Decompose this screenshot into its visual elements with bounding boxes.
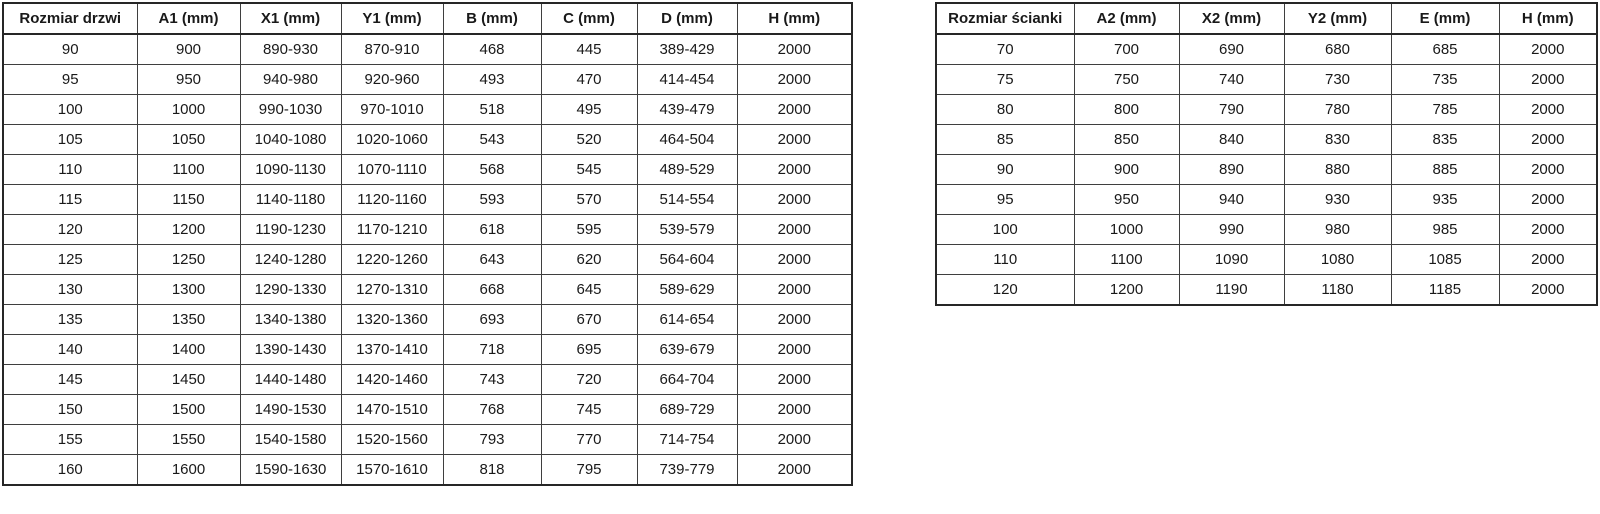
table-cell: 1320-1360 (341, 305, 443, 335)
table-cell: 468 (443, 34, 541, 65)
table-row (936, 95, 1597, 125)
table-row (936, 155, 1597, 185)
table-cell: 1080 (1284, 245, 1391, 275)
table-cell: 1185 (1391, 275, 1499, 306)
table-cell: 105 (3, 125, 137, 155)
table-cell: 1090-1130 (240, 155, 341, 185)
table-cell: 2000 (737, 455, 852, 486)
column-header: H (mm) (1499, 3, 1597, 34)
table-cell: 2000 (737, 425, 852, 455)
column-header: Rozmiar ścianki (936, 3, 1074, 34)
table-cell: 990 (1179, 215, 1284, 245)
table-cell: 1020-1060 (341, 125, 443, 155)
column-header: C (mm) (541, 3, 637, 34)
table-cell: 920-960 (341, 65, 443, 95)
table-cell: 830 (1284, 125, 1391, 155)
table-cell: 125 (3, 245, 137, 275)
table-cell: 1420-1460 (341, 365, 443, 395)
column-header: X2 (mm) (1179, 3, 1284, 34)
table-cell: 539-579 (637, 215, 737, 245)
table-cell: 2000 (737, 365, 852, 395)
table-cell: 880 (1284, 155, 1391, 185)
table-cell: 900 (137, 34, 240, 65)
table-cell: 160 (3, 455, 137, 486)
table-cell: 1340-1380 (240, 305, 341, 335)
table-cell: 1050 (137, 125, 240, 155)
table-cell: 700 (1074, 34, 1179, 65)
table-cell: 75 (936, 65, 1074, 95)
table-cell: 1290-1330 (240, 275, 341, 305)
table-cell: 795 (541, 455, 637, 486)
table-cell: 2000 (1499, 245, 1597, 275)
table-cell: 1600 (137, 455, 240, 486)
wall-panel-size-table (935, 2, 1598, 306)
table-cell: 818 (443, 455, 541, 486)
table-cell: 150 (3, 395, 137, 425)
table-cell: 570 (541, 185, 637, 215)
table-cell: 1490-1530 (240, 395, 341, 425)
table-cell: 2000 (737, 395, 852, 425)
table-cell: 2000 (1499, 95, 1597, 125)
table-cell: 1100 (1074, 245, 1179, 275)
table-cell: 1370-1410 (341, 335, 443, 365)
table-row (3, 365, 852, 395)
table-cell: 439-479 (637, 95, 737, 125)
table-cell: 685 (1391, 34, 1499, 65)
table-cell: 1200 (1074, 275, 1179, 306)
table-cell: 740 (1179, 65, 1284, 95)
table-row (936, 245, 1597, 275)
table-cell: 2000 (1499, 155, 1597, 185)
table-cell: 643 (443, 245, 541, 275)
table-cell: 870-910 (341, 34, 443, 65)
table-cell: 593 (443, 185, 541, 215)
table-cell: 135 (3, 305, 137, 335)
table-row (3, 155, 852, 185)
table-cell: 1000 (137, 95, 240, 125)
table-cell: 568 (443, 155, 541, 185)
table-cell: 1250 (137, 245, 240, 275)
table-cell: 1190-1230 (240, 215, 341, 245)
table-cell: 140 (3, 335, 137, 365)
table-row (3, 275, 852, 305)
table-cell: 2000 (737, 275, 852, 305)
table-cell: 130 (3, 275, 137, 305)
table-cell: 970-1010 (341, 95, 443, 125)
table-cell: 790 (1179, 95, 1284, 125)
table-cell: 545 (541, 155, 637, 185)
table-cell: 1390-1430 (240, 335, 341, 365)
table-cell: 100 (3, 95, 137, 125)
table-cell: 90 (936, 155, 1074, 185)
table-row (3, 305, 852, 335)
table-row (936, 125, 1597, 155)
table-cell: 595 (541, 215, 637, 245)
table-row (936, 215, 1597, 245)
table-cell: 935 (1391, 185, 1499, 215)
column-header: X1 (mm) (240, 3, 341, 34)
table-cell: 620 (541, 245, 637, 275)
table-cell: 2000 (737, 155, 852, 185)
column-header: D (mm) (637, 3, 737, 34)
table-cell: 85 (936, 125, 1074, 155)
table-cell: 1450 (137, 365, 240, 395)
table-cell: 785 (1391, 95, 1499, 125)
table-cell: 2000 (737, 335, 852, 365)
table-cell: 564-604 (637, 245, 737, 275)
table-cell: 110 (3, 155, 137, 185)
table-cell: 2000 (737, 65, 852, 95)
table-cell: 800 (1074, 95, 1179, 125)
table-cell: 2000 (737, 215, 852, 245)
table-cell: 90 (3, 34, 137, 65)
table-cell: 645 (541, 275, 637, 305)
table-cell: 100 (936, 215, 1074, 245)
table-cell: 695 (541, 335, 637, 365)
column-header: Y2 (mm) (1284, 3, 1391, 34)
table-cell: 589-629 (637, 275, 737, 305)
table-row (3, 95, 852, 125)
table-cell: 1120-1160 (341, 185, 443, 215)
table-cell: 940-980 (240, 65, 341, 95)
table-cell: 520 (541, 125, 637, 155)
table-cell: 793 (443, 425, 541, 455)
table-cell: 1470-1510 (341, 395, 443, 425)
column-header: Y1 (mm) (341, 3, 443, 34)
table-cell: 1400 (137, 335, 240, 365)
table-cell: 890 (1179, 155, 1284, 185)
table-cell: 1520-1560 (341, 425, 443, 455)
table-cell: 668 (443, 275, 541, 305)
table-row (936, 275, 1597, 306)
table-cell: 1300 (137, 275, 240, 305)
table-cell: 1550 (137, 425, 240, 455)
table-cell: 95 (3, 65, 137, 95)
table-cell: 115 (3, 185, 137, 215)
table-cell: 120 (3, 215, 137, 245)
table-cell: 1070-1110 (341, 155, 443, 185)
table-cell: 2000 (737, 245, 852, 275)
table-row (3, 34, 852, 65)
table-cell: 670 (541, 305, 637, 335)
table-cell: 489-529 (637, 155, 737, 185)
table-cell: 543 (443, 125, 541, 155)
table-cell: 2000 (737, 185, 852, 215)
table-cell: 890-930 (240, 34, 341, 65)
table-cell: 840 (1179, 125, 1284, 155)
column-header: Rozmiar drzwi (3, 3, 137, 34)
door-size-table (2, 2, 853, 486)
table-cell: 664-704 (637, 365, 737, 395)
table-cell: 445 (541, 34, 637, 65)
table-row (936, 185, 1597, 215)
table-cell: 990-1030 (240, 95, 341, 125)
column-header: E (mm) (1391, 3, 1499, 34)
table-cell: 2000 (1499, 215, 1597, 245)
door-table-header-row (3, 3, 852, 34)
table-cell: 1350 (137, 305, 240, 335)
table-cell: 80 (936, 95, 1074, 125)
table-row (3, 215, 852, 245)
table-cell: 464-504 (637, 125, 737, 155)
table-cell: 714-754 (637, 425, 737, 455)
table-cell: 718 (443, 335, 541, 365)
table-cell: 110 (936, 245, 1074, 275)
table-cell: 514-554 (637, 185, 737, 215)
table-row (3, 65, 852, 95)
table-cell: 2000 (1499, 34, 1597, 65)
table-cell: 780 (1284, 95, 1391, 125)
table-cell: 2000 (737, 34, 852, 65)
table-cell: 1590-1630 (240, 455, 341, 486)
table-cell: 745 (541, 395, 637, 425)
column-header: A1 (mm) (137, 3, 240, 34)
table-cell: 2000 (1499, 65, 1597, 95)
table-cell: 770 (541, 425, 637, 455)
table-cell: 639-679 (637, 335, 737, 365)
table-cell: 493 (443, 65, 541, 95)
wall-table-header-row (936, 3, 1597, 34)
table-cell: 1170-1210 (341, 215, 443, 245)
table-row (3, 125, 852, 155)
table-cell: 1190 (1179, 275, 1284, 306)
table-cell: 495 (541, 95, 637, 125)
table-cell: 614-654 (637, 305, 737, 335)
table-cell: 2000 (1499, 125, 1597, 155)
table-cell: 930 (1284, 185, 1391, 215)
table-cell: 1090 (1179, 245, 1284, 275)
table-cell: 940 (1179, 185, 1284, 215)
table-cell: 1540-1580 (240, 425, 341, 455)
table-cell: 850 (1074, 125, 1179, 155)
table-cell: 1040-1080 (240, 125, 341, 155)
table-cell: 1240-1280 (240, 245, 341, 275)
table-cell: 768 (443, 395, 541, 425)
table-cell: 730 (1284, 65, 1391, 95)
column-header: B (mm) (443, 3, 541, 34)
table-cell: 900 (1074, 155, 1179, 185)
table-cell: 95 (936, 185, 1074, 215)
table-cell: 1150 (137, 185, 240, 215)
table-cell: 739-779 (637, 455, 737, 486)
table-cell: 835 (1391, 125, 1499, 155)
table-cell: 389-429 (637, 34, 737, 65)
table-row (3, 335, 852, 365)
table-cell: 1100 (137, 155, 240, 185)
table-row (3, 185, 852, 215)
table-row (936, 65, 1597, 95)
table-cell: 2000 (1499, 185, 1597, 215)
table-cell: 1220-1260 (341, 245, 443, 275)
table-cell: 470 (541, 65, 637, 95)
table-cell: 414-454 (637, 65, 737, 95)
table-cell: 1180 (1284, 275, 1391, 306)
table-cell: 2000 (737, 95, 852, 125)
table-cell: 120 (936, 275, 1074, 306)
table-cell: 1500 (137, 395, 240, 425)
table-cell: 885 (1391, 155, 1499, 185)
table-cell: 1270-1310 (341, 275, 443, 305)
table-cell: 1440-1480 (240, 365, 341, 395)
table-cell: 720 (541, 365, 637, 395)
table-row (3, 425, 852, 455)
table-row (3, 245, 852, 275)
column-header: A2 (mm) (1074, 3, 1179, 34)
table-cell: 1140-1180 (240, 185, 341, 215)
column-header: H (mm) (737, 3, 852, 34)
table-cell: 145 (3, 365, 137, 395)
table-cell: 2000 (737, 305, 852, 335)
table-row (3, 455, 852, 486)
table-cell: 980 (1284, 215, 1391, 245)
table-cell: 950 (137, 65, 240, 95)
table-cell: 70 (936, 34, 1074, 65)
table-cell: 750 (1074, 65, 1179, 95)
table-cell: 2000 (737, 125, 852, 155)
table-cell: 2000 (1499, 275, 1597, 306)
table-cell: 735 (1391, 65, 1499, 95)
table-cell: 689-729 (637, 395, 737, 425)
table-cell: 985 (1391, 215, 1499, 245)
table-cell: 693 (443, 305, 541, 335)
table-cell: 1570-1610 (341, 455, 443, 486)
table-cell: 743 (443, 365, 541, 395)
table-row (3, 395, 852, 425)
table-cell: 155 (3, 425, 137, 455)
table-cell: 1200 (137, 215, 240, 245)
table-row (936, 34, 1597, 65)
table-cell: 950 (1074, 185, 1179, 215)
table-cell: 518 (443, 95, 541, 125)
table-cell: 1000 (1074, 215, 1179, 245)
table-cell: 680 (1284, 34, 1391, 65)
table-cell: 1085 (1391, 245, 1499, 275)
table-cell: 618 (443, 215, 541, 245)
table-cell: 690 (1179, 34, 1284, 65)
